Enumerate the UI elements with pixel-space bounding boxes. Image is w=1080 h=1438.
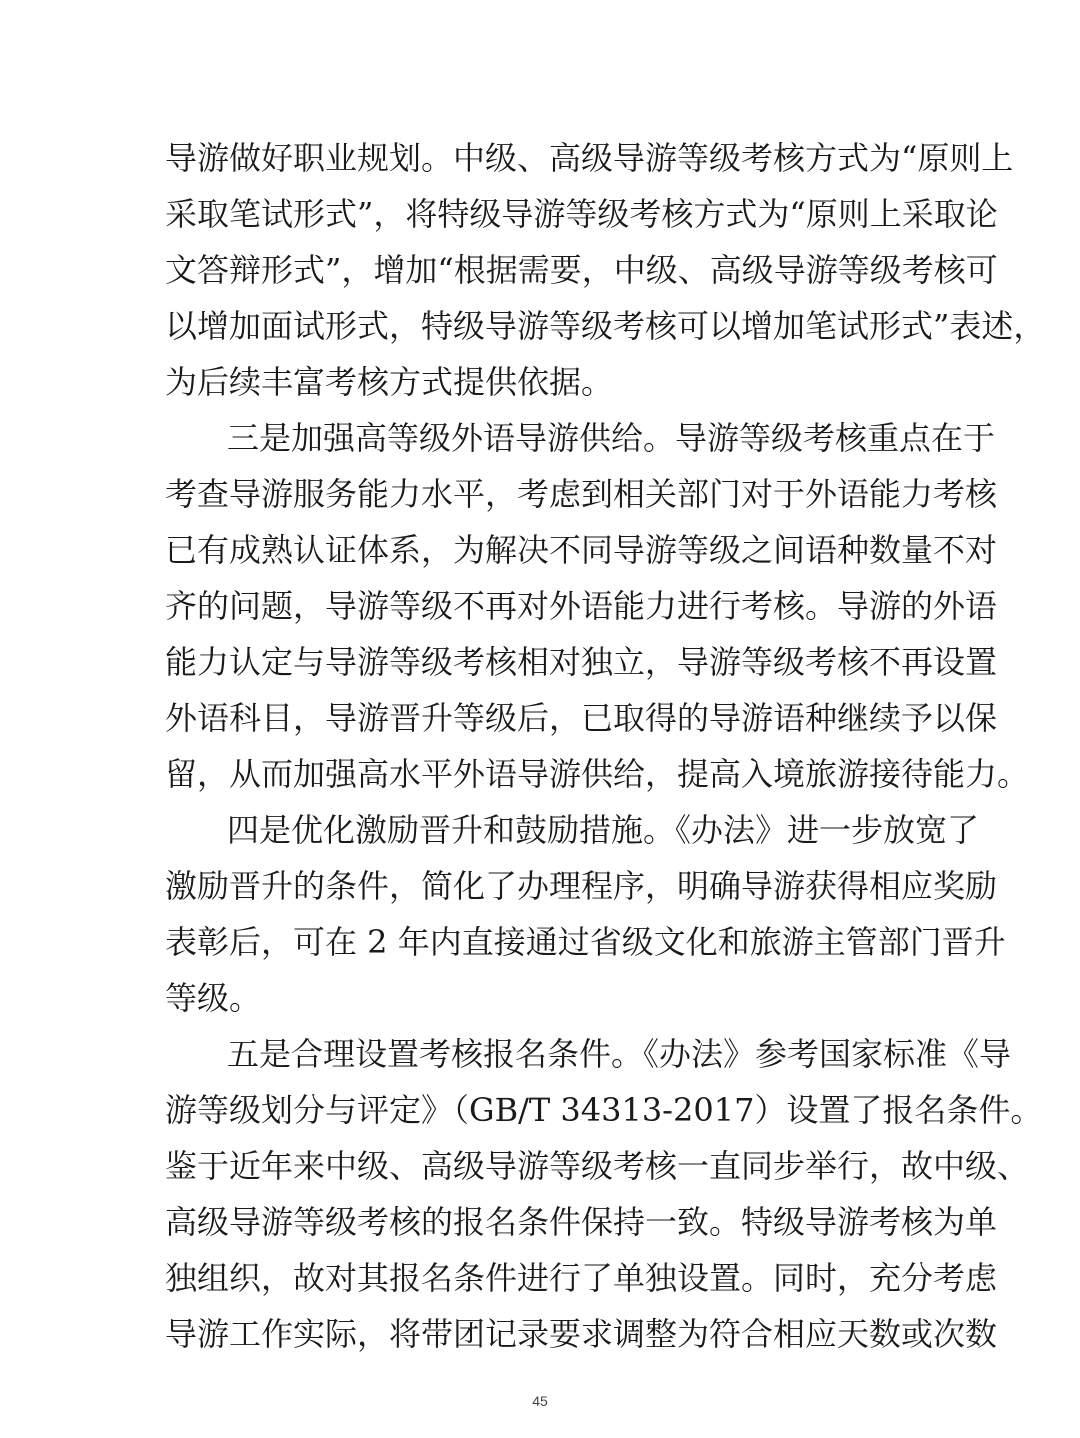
text-line: 以增加面试形式，特级导游等级考核可以增加笔试形式”表述， xyxy=(165,307,1046,345)
text-line: 导游工作实际，将带团记录要求调整为符合相应天数或次数 xyxy=(165,1315,998,1353)
text-line: 考查导游服务能力水平，考虑到相关部门对于外语能力考核 xyxy=(165,475,998,513)
paragraph-first-line: 三是加强高等级外语导游供给。导游等级考核重点在于 xyxy=(227,419,996,457)
text-line: 已有成熟认证体系，为解决不同导游等级之间语种数量不对 xyxy=(165,531,998,569)
paragraph-first-line: 五是合理设置考核报名条件。《办法》参考国家标准《导 xyxy=(227,1035,1012,1073)
text-line: 表彰后，可在 2 年内直接通过省级文化和旅游主管部门晋升 xyxy=(165,923,1006,961)
text-line: 留，从而加强高水平外语导游供给，提高入境旅游接待能力。 xyxy=(165,755,1030,793)
text-line: 文答辩形式”，增加“根据需要，中级、高级导游等级考核可 xyxy=(165,251,998,289)
text-line: 导游做好职业规划。中级、高级导游等级考核方式为“原则上 xyxy=(165,139,1014,177)
text-line: 为后续丰富考核方式提供依据。 xyxy=(165,363,614,401)
page-number: 45 xyxy=(532,1393,548,1409)
text-line: 能力认定与导游等级考核相对独立，导游等级考核不再设置 xyxy=(165,643,998,681)
text-line: 鉴于近年来中级、高级导游等级考核一直同步举行，故中级、 xyxy=(165,1147,1030,1185)
text-line: 独组织，故对其报名条件进行了单独设置。同时，充分考虑 xyxy=(165,1259,998,1297)
paragraph-first-line: 四是优化激励晋升和鼓励措施。《办法》进一步放宽了 xyxy=(227,811,980,849)
text-line: 高级导游等级考核的报名条件保持一致。特级导游考核为单 xyxy=(165,1203,998,1241)
text-line: 游等级划分与评定》（GB/T 34313-2017）设置了报名条件。 xyxy=(165,1091,1043,1129)
text-line: 采取笔试形式”，将特级导游等级考核方式为“原则上采取论 xyxy=(165,195,998,233)
text-line: 等级。 xyxy=(165,979,262,1017)
text-line: 外语科目，导游晋升等级后，已取得的导游语种继续予以保 xyxy=(165,699,998,737)
text-line: 激励晋升的条件，简化了办理程序，明确导游获得相应奖励 xyxy=(165,867,998,905)
text-line: 齐的问题，导游等级不再对外语能力进行考核。导游的外语 xyxy=(165,587,998,625)
